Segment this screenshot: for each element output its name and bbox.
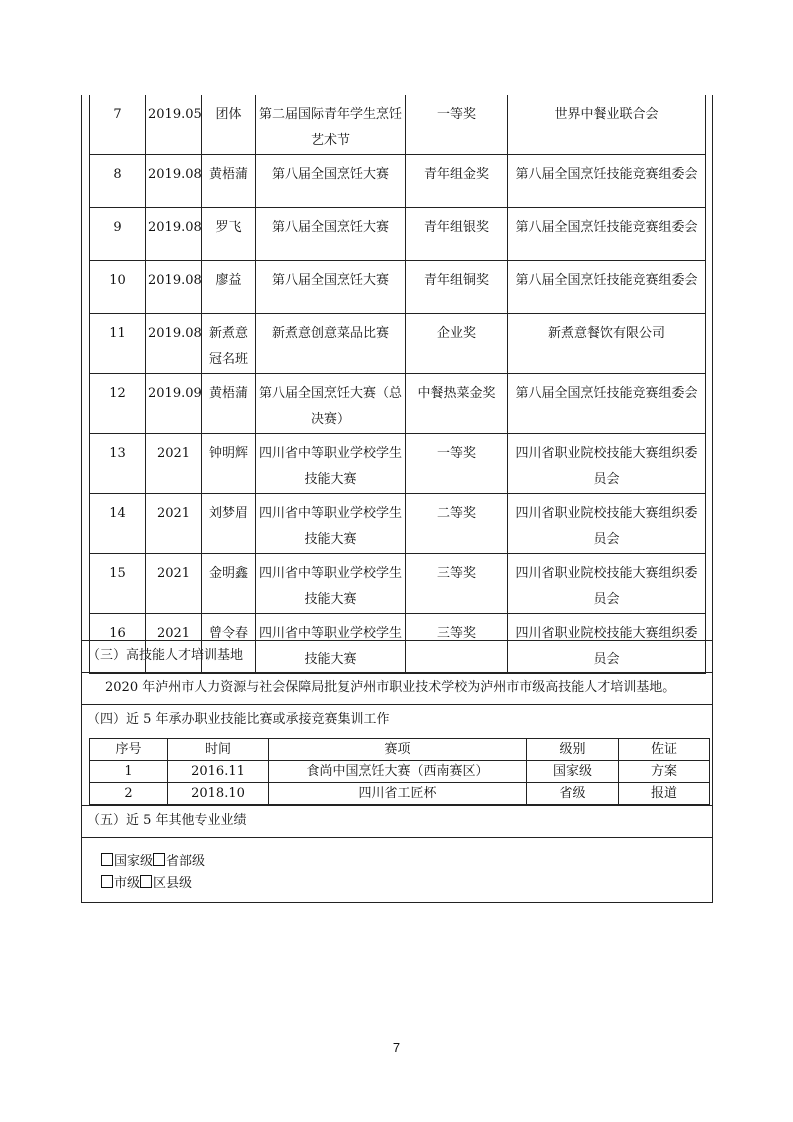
award-prize-cell: 一等奖 bbox=[406, 434, 508, 494]
district-level-label: 区县级 bbox=[153, 876, 193, 891]
award-winner-cell: 曾令春 bbox=[202, 614, 256, 674]
award-competition-cell: 第八届全国烹饪大赛 bbox=[256, 261, 406, 314]
award-prize-cell: 中餐热菜金奖 bbox=[406, 374, 508, 434]
award-date-cell: 2019.08 bbox=[146, 208, 202, 261]
award-winner-cell: 刘梦眉 bbox=[202, 494, 256, 554]
section-4-heading: （四）近 5 年承办职业技能比赛或承接竞赛集训工作 bbox=[87, 712, 390, 727]
checkbox-line-1 bbox=[101, 851, 205, 873]
section-5-heading: （五）近 5 年其他专业业绩 bbox=[87, 813, 247, 828]
award-competition-cell: 新煮意创意菜品比赛 bbox=[256, 314, 406, 374]
section-3-text-row bbox=[81, 672, 713, 704]
checkbox-line-2 bbox=[101, 873, 192, 895]
award-date-cell: 2019.08 bbox=[146, 314, 202, 374]
award-no-cell: 14 bbox=[90, 494, 146, 554]
events-header-cell: 序号 bbox=[90, 739, 168, 761]
award-date-cell: 2021 bbox=[146, 434, 202, 494]
district-level-checkbox[interactable] bbox=[140, 875, 152, 888]
award-organizer-cell: 四川省职业院校技能大赛组织委员会 bbox=[508, 434, 706, 494]
city-level-label: 市级 bbox=[114, 876, 141, 891]
events-cell: 报道 bbox=[619, 783, 710, 805]
award-no-cell: 7 bbox=[90, 95, 146, 155]
events-header-cell: 时间 bbox=[168, 739, 269, 761]
awards-table bbox=[89, 95, 706, 674]
award-competition-cell: 四川省中等职业学校学生技能大赛 bbox=[256, 554, 406, 614]
award-date-cell: 2019.08 bbox=[146, 155, 202, 208]
award-no-cell: 13 bbox=[90, 434, 146, 494]
award-no-cell: 15 bbox=[90, 554, 146, 614]
award-prize-cell: 青年组金奖 bbox=[406, 155, 508, 208]
award-organizer-cell: 第八届全国烹饪技能竞赛组委会 bbox=[508, 155, 706, 208]
award-prize-cell: 三等奖 bbox=[406, 614, 508, 674]
events-cell: 2 bbox=[90, 783, 168, 805]
events-header-cell: 赛项 bbox=[269, 739, 527, 761]
award-winner-cell: 新煮意冠名班 bbox=[202, 314, 256, 374]
award-row bbox=[90, 554, 706, 614]
award-no-cell: 8 bbox=[90, 155, 146, 208]
award-competition-cell: 第八届全国烹饪大赛 bbox=[256, 208, 406, 261]
events-header-row bbox=[90, 739, 710, 761]
award-competition-cell: 四川省中等职业学校学生技能大赛 bbox=[256, 434, 406, 494]
award-organizer-cell: 第八届全国烹饪技能竞赛组委会 bbox=[508, 374, 706, 434]
award-winner-cell: 黄梧蒲 bbox=[202, 374, 256, 434]
page-number: 7 bbox=[392, 1040, 401, 1055]
award-winner-cell: 黄梧蒲 bbox=[202, 155, 256, 208]
award-no-cell: 9 bbox=[90, 208, 146, 261]
events-table bbox=[89, 738, 710, 805]
award-winner-cell: 廖益 bbox=[202, 261, 256, 314]
award-winner-cell: 金明鑫 bbox=[202, 554, 256, 614]
award-date-cell: 2021 bbox=[146, 554, 202, 614]
award-organizer-cell: 四川省职业院校技能大赛组织委员会 bbox=[508, 614, 706, 674]
events-cell: 方案 bbox=[619, 761, 710, 783]
award-prize-cell: 一等奖 bbox=[406, 95, 508, 155]
award-row bbox=[90, 261, 706, 314]
award-organizer-cell: 新煮意餐饮有限公司 bbox=[508, 314, 706, 374]
events-cell: 四川省工匠杯 bbox=[269, 783, 527, 805]
section-3-text: 2020 年泸州市人力资源与社会保障局批复泸州市职业技术学校为泸州市市级高技能人才培训基地。 bbox=[105, 680, 676, 695]
events-cell: 2018.10 bbox=[168, 783, 269, 805]
award-prize-cell: 青年组银奖 bbox=[406, 208, 508, 261]
award-row bbox=[90, 208, 706, 261]
award-prize-cell: 企业奖 bbox=[406, 314, 508, 374]
events-cell: 食尚中国烹饪大赛（西南赛区） bbox=[269, 761, 527, 783]
award-organizer-cell: 第八届全国烹饪技能竞赛组委会 bbox=[508, 208, 706, 261]
award-row bbox=[90, 314, 706, 374]
section-5-heading-row bbox=[81, 805, 713, 837]
award-winner-cell: 钟明辉 bbox=[202, 434, 256, 494]
award-date-cell: 2019.05 bbox=[146, 95, 202, 155]
award-no-cell: 11 bbox=[90, 314, 146, 374]
provincial-level-label: 省部级 bbox=[166, 854, 206, 869]
award-competition-cell: 第八届全国烹饪大赛（总决赛） bbox=[256, 374, 406, 434]
award-date-cell: 2021 bbox=[146, 494, 202, 554]
events-header-cell: 佐证 bbox=[619, 739, 710, 761]
award-organizer-cell: 世界中餐业联合会 bbox=[508, 95, 706, 155]
award-row bbox=[90, 95, 706, 155]
section-3-heading: （三）高技能人才培训基地 bbox=[87, 648, 244, 663]
award-winner-cell: 罗飞 bbox=[202, 208, 256, 261]
award-row bbox=[90, 155, 706, 208]
events-cell: 1 bbox=[90, 761, 168, 783]
award-organizer-cell: 第八届全国烹饪技能竞赛组委会 bbox=[508, 261, 706, 314]
national-level-checkbox[interactable] bbox=[101, 853, 113, 866]
events-row bbox=[90, 783, 710, 805]
section-3-heading-row bbox=[81, 640, 713, 672]
award-prize-cell: 三等奖 bbox=[406, 554, 508, 614]
events-cell: 省级 bbox=[527, 783, 619, 805]
award-row bbox=[90, 494, 706, 554]
award-organizer-cell: 四川省职业院校技能大赛组织委员会 bbox=[508, 494, 706, 554]
award-date-cell: 2021 bbox=[146, 614, 202, 674]
events-cell: 国家级 bbox=[527, 761, 619, 783]
award-date-cell: 2019.09 bbox=[146, 374, 202, 434]
section-4-heading-row bbox=[81, 704, 713, 736]
events-header-cell: 级别 bbox=[527, 739, 619, 761]
events-cell: 2016.11 bbox=[168, 761, 269, 783]
award-date-cell: 2019.08 bbox=[146, 261, 202, 314]
award-row bbox=[90, 434, 706, 494]
award-no-cell: 16 bbox=[90, 614, 146, 674]
award-competition-cell: 第八届全国烹饪大赛 bbox=[256, 155, 406, 208]
events-row bbox=[90, 761, 710, 783]
award-no-cell: 10 bbox=[90, 261, 146, 314]
award-no-cell: 12 bbox=[90, 374, 146, 434]
award-prize-cell: 青年组铜奖 bbox=[406, 261, 508, 314]
award-competition-cell: 第二届国际青年学生烹饪艺术节 bbox=[256, 95, 406, 155]
provincial-level-checkbox[interactable] bbox=[153, 853, 165, 866]
national-level-label: 国家级 bbox=[114, 854, 154, 869]
city-level-checkbox[interactable] bbox=[101, 875, 113, 888]
award-competition-cell: 四川省中等职业学校学生技能大赛 bbox=[256, 614, 406, 674]
award-competition-cell: 四川省中等职业学校学生技能大赛 bbox=[256, 494, 406, 554]
award-row bbox=[90, 374, 706, 434]
award-organizer-cell: 四川省职业院校技能大赛组织委员会 bbox=[508, 554, 706, 614]
award-winner-cell: 团体 bbox=[202, 95, 256, 155]
award-prize-cell: 二等奖 bbox=[406, 494, 508, 554]
